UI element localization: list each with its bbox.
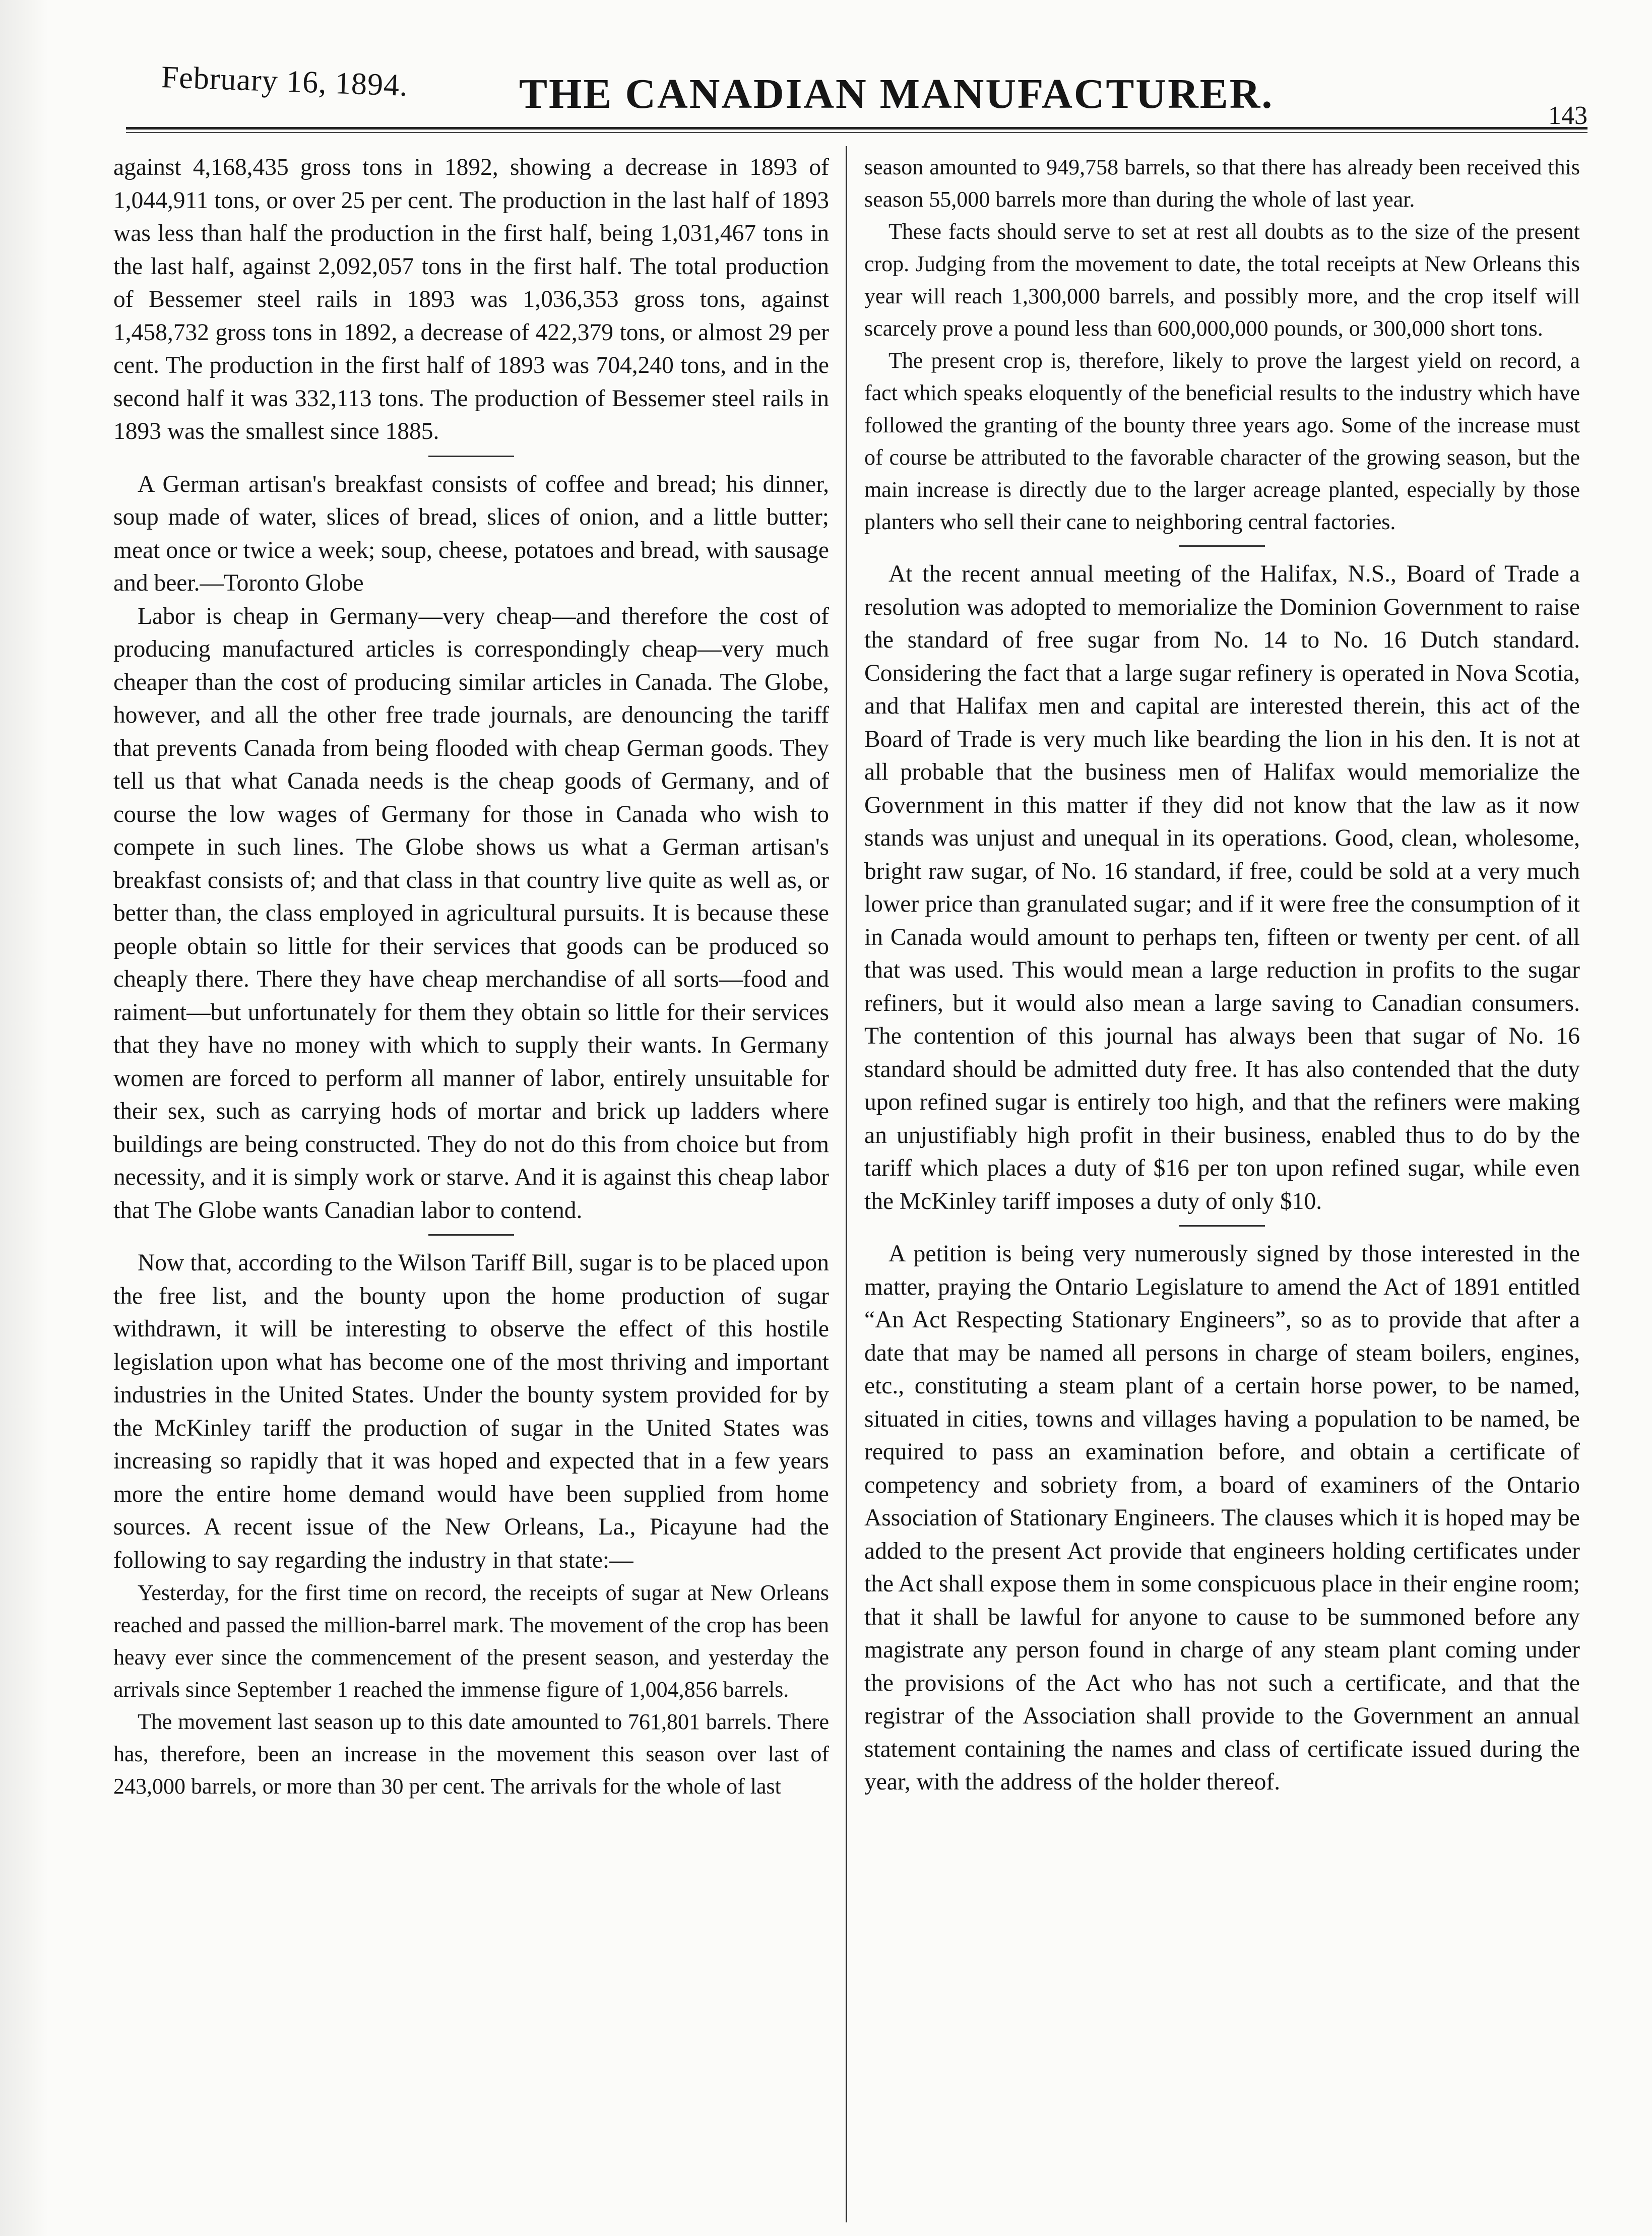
quote-largest-yield: The present crop is, therefore, likely to prove the largest yield on record, a fact which speaks eloquently of the beneficial results to the industry which have followed the granting of the bounty three years ago. Some of the increase must of course be attributed to the favorable character of the growing season, but the main increase is directly due to the larger acreage planted, especially by those planters who sell their cane to neighboring central factories. [864, 348, 1580, 534]
header-rule [126, 127, 1587, 130]
article-halifax-board: At the recent annual meeting of the Halifax, N.S., Board of Trade a resolution was adopted to memorialize the Dominion Government to raise the standard of free sugar from No. 14 to No. 16 Dutch standard. Considering the fact that a large sugar refinery is operated in Nova Scotia, and that Halifax men and capital are interested therein, this act of the Board of Trade is very much like bearding the lion in his den. It is not at all probable that the business men of Halifax would memorialize the Government in this matter if they did not know that the law as it now stands was unjust and unequal in its operations. Good, clean, wholesome, bright raw sugar, of No. 16 standard, if free, could be sold at a very much lower price than granulated sugar; and if it were free the consumption of it in Canada would amount to perhaps ten, fifteen or twenty per cent. of all that was used. This would mean a large reduction in profits to the sugar refiners, but it would also mean a large saving to Canadian consumers. The contention of this journal has always been that sugar of No. 16 standard should be admitted duty free. It has also contended that the duty upon refined sugar is entirely too high, and that the refiners were making an unjustifiably high profit in their business, enabled thus to do by the tariff which places a duty of $16 per ton upon refined sugar, while even the McKinley tariff imposes a duty of only $10. [864, 561, 1580, 1215]
quote-season-continued: season amounted to 949,758 barrels, so that there has already been received this season 55,000 barrels more than during the whole of last year. [864, 155, 1580, 212]
article-separator [1179, 545, 1265, 547]
issue-date: February 16, 1894. [160, 60, 409, 103]
article-cheap-labor: Labor is cheap in Germany—very cheap—and therefore the cost of producing manufactured articles is correspondingly cheap—very much cheaper than the cost of producing similar articles in Canada. The Globe, however, and all the other free trade journals, are denouncing the tariff that prevents Canada from being flooded with cheap German goods. They tell us that what Canada needs is the cheap goods of Germany, and of course the low wages of Germany for those in Canada who wish to compete in such lines. The Globe shows us what a German artisan's breakfast consists of; and that class in that country live quite as well as, or better than, the class employed in agricultural pursuits. It is because these people obtain so little for their services that goods can be produced so cheaply there. There they have cheap merchandise of all sorts—food and raiment—but unfortunately for them they obtain so little for their services that they have no money with which to supply their wants. In Germany women are forced to perform all manner of labor, entirely unsuitable for their sex, such as carrying hods of mortar and brick up ladders where buildings are being constructed. They do not do this from choice but from necessity, and it is simply work or starve. And it is against this cheap labor that The Globe wants Canadian labor to contend. [113, 603, 829, 1224]
header-rule-thin [126, 132, 1587, 133]
article-stationary-engineers: A petition is being very numerously signed by those interested in the matter, praying the Ontario Legislature to amend the Act of 1891 entitled “An Act Respecting Stationary Engineers”, so as to provide that after a date that may be named all persons in charge of steam boilers, engines, etc., constituting a steam plant of a certain horse power, to be named, situated in cities, towns and villages having a population to be named, be required to pass an examination before, and obtain a certificate of competency and sobriety from, a board of examiners of the Ontario Association of Stationary Engineers. The clauses which it is hoped may be added to the present Act provide that engineers holding certificates under the Act shall expose them in some conspicuous place in their engine room; that it shall be lawful for anyone to cause to be summoned before any magistrate any person found in charge of any steam plant coming under the provisions of the Act who has not such a certificate, and that the registrar of the Association shall provide to the Government an annual statement containing the names and class of certificate issued during the year, with the address of the holder thereof. [864, 1241, 1580, 1795]
article-separator [1179, 1225, 1265, 1227]
right-column [864, 151, 1580, 2217]
page-number: 143 [1548, 101, 1587, 130]
adjacent-page-edge [0, 0, 48, 2236]
publication-title: THE CANADIAN MANUFACTURER. [519, 71, 1274, 117]
left-column [113, 151, 829, 2217]
article-separator [428, 456, 514, 457]
quote-crop-size: These facts should serve to set at rest all doubts as to the size of the present crop. Judging from the movement to date, the total receipts at New Orleans this year will reach 1,300,000 barrels, and possibly more, and the crop itself will scarcely prove a pound less than 600,000,000 pounds, or 300,000 short tons. [864, 219, 1580, 341]
page-header [126, 45, 1598, 131]
column-divider [846, 146, 847, 2222]
article-separator [428, 1234, 514, 1236]
article-wilson-tariff: Now that, according to the Wilson Tariff Bill, sugar is to be placed upon the free list, and the bounty upon the home production of sugar withdrawn, it will be interesting to observe the effect of this hostile legislation upon what has become one of the most thriving and important industries in the United States. Under the bounty system provided for by the McKinley tariff the production of sugar in the United States was increasing so rapidly that it was hoped and expected that in a few years more the entire home demand would have been supplied from home sources. A recent issue of the New Orleans, La., Picayune had the following to say regarding the industry in that state:— [113, 1250, 829, 1573]
article-german-breakfast: A German artisan's breakfast consists of coffee and bread; his dinner, soup made of water, slices of bread, slices of onion, and a little butter; meat once or twice a week; soup, cheese, potatoes and bread, with sausage and beer.—Toronto Globe [113, 471, 829, 596]
article-bessemer-steel: against 4,168,435 gross tons in 1892, showing a decrease in 1893 of 1,044,911 tons, or over 25 per cent. The production in the last half of 1893 was less than half the production in the first half, being 1,031,467 tons in the last half, against 2,092,057 tons in the first half. The total production of Bessemer steel rails in 1893 was 1,036,353 gross tons, against 1,458,732 gross tons in 1892, a decrease of 422,379 tons, or almost 29 per cent. The production in the first half of 1893 was 704,240 tons, and in the second half it was 332,113 tons. The production of Bessemer steel rails in 1893 was the smallest since 1885. [113, 154, 829, 444]
quote-last-season: The movement last season up to this date amounted to 761,801 barrels. There has, therefore, been an increase in the movement this season over last of 243,000 barrels, or more than 30 per cent. The arrivals for the whole of last [113, 1709, 829, 1799]
quote-sugar-receipts: Yesterday, for the first time on record, the receipts of sugar at New Orleans reached and passed the million-barrel mark. The movement of the crop has been heavy ever since the commencement of the present season, and yesterday the arrivals since September 1 reached the immense figure of 1,004,856 barrels. [113, 1580, 829, 1702]
